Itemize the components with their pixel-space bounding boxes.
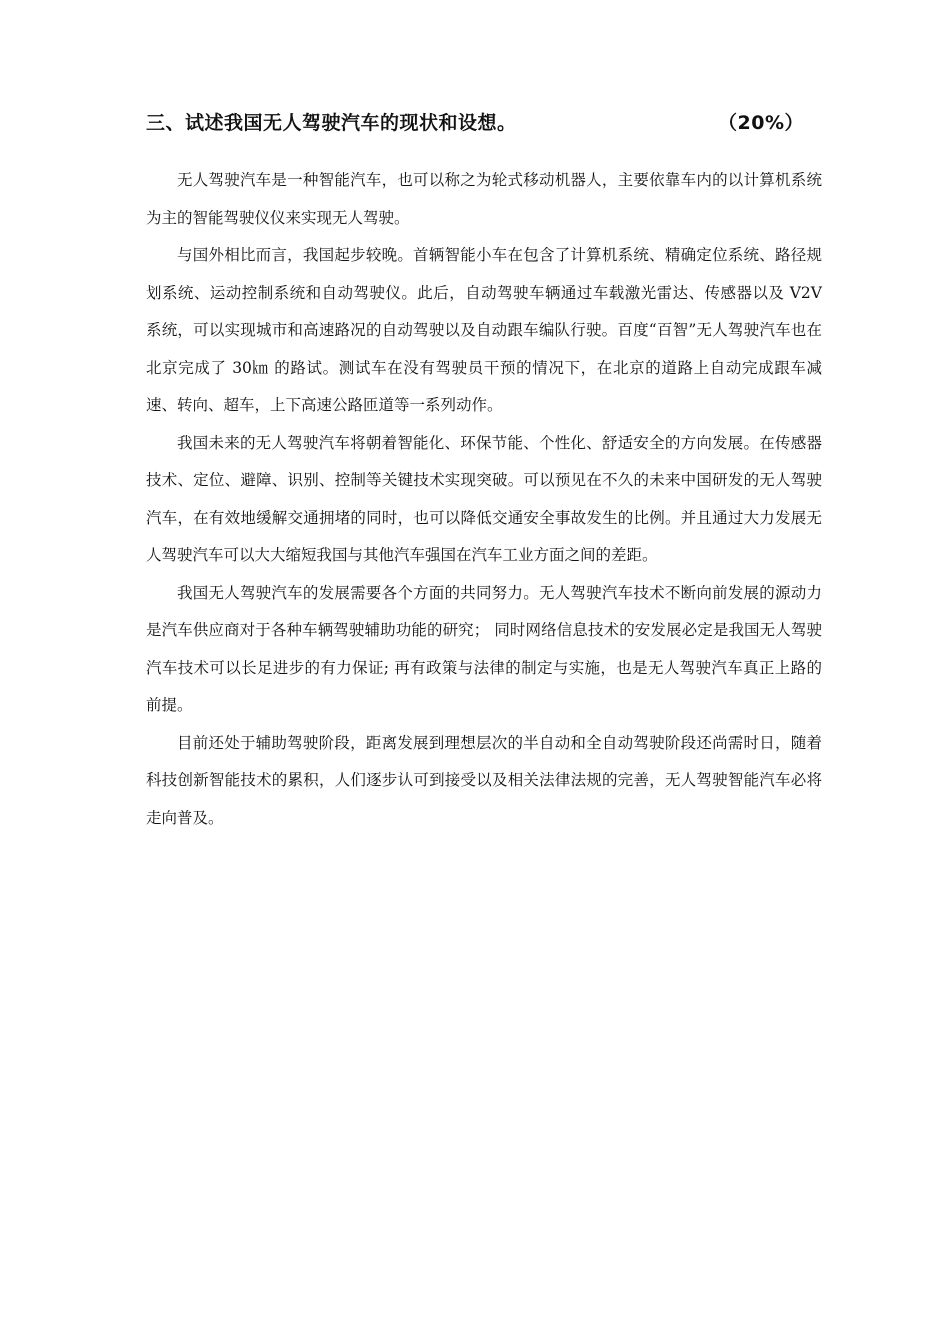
answer-body [146,162,822,837]
paragraph-development-needs: 我国无人驾驶汽车的发展需要各个方面的共同努力。无人驾驶汽车技术不断向前发展的源动力是汽车供应商对于各种车辆驾驶辅助功能的研究； 同时网络信息技术的安发展必定是我国无人驾驶汽车技术可以长足进步的有力保证; 再有政策与法律的制定与实施，也是无人驾驶汽车真正上路的前提。 [146,583,822,714]
question-heading [146,106,806,136]
question-title: 三、试述我国无人驾驶汽车的现状和设想。 [146,111,517,134]
paragraph-definition: 无人驾驶汽车是一种智能汽车，也可以称之为轮式移动机器人，主要依靠车内的以计算机系统为主的智能驾驶仪仪来实现无人驾驶。 [146,171,822,227]
paragraph-outlook: 目前还处于辅助驾驶阶段，距离发展到理想层次的半自动和全自动驾驶阶段还尚需时日，随着科技创新智能技术的累积，人们逐步认可到接受以及相关法律法规的完善，无人驾驶智能汽车必将走向普及。 [146,733,822,827]
paragraph-future-direction: 我国未来的无人驾驶汽车将朝着智能化、环保节能、个性化、舒适安全的方向发展。在传感器技术、定位、避障、识别、控制等关键技术实现突破。可以预见在不久的未来中国研发的无人驾驶汽车，在有效地缓解交通拥堵的同时，也可以降低交通安全事故发生的比例。并且通过大力发展无人驾驶汽车可以大大缩短我国与其他汽车强国在汽车工业方面之间的差距。 [146,433,822,564]
paragraph-current-status: 与国外相比而言，我国起步较晚。首辆智能小车在包含了计算机系统、精确定位系统、路径规划系统、运动控制系统和自动驾驶仪。此后，自动驾驶车辆通过车载激光雷达、传感器以及 V2V 系统，可以实现城市和高速路况的自动驾驶以及自动跟车编队行驶。百度“百智”无人驾驶汽车也在北京完成了 30㎞ 的路试。测试车在没有驾驶员干预的情况下，在北京的道路上自动完成跟车减速、转向、超车，上下高速公路匝道等一系列动作。 [146,246,822,414]
question-score: （20%） [718,111,804,134]
